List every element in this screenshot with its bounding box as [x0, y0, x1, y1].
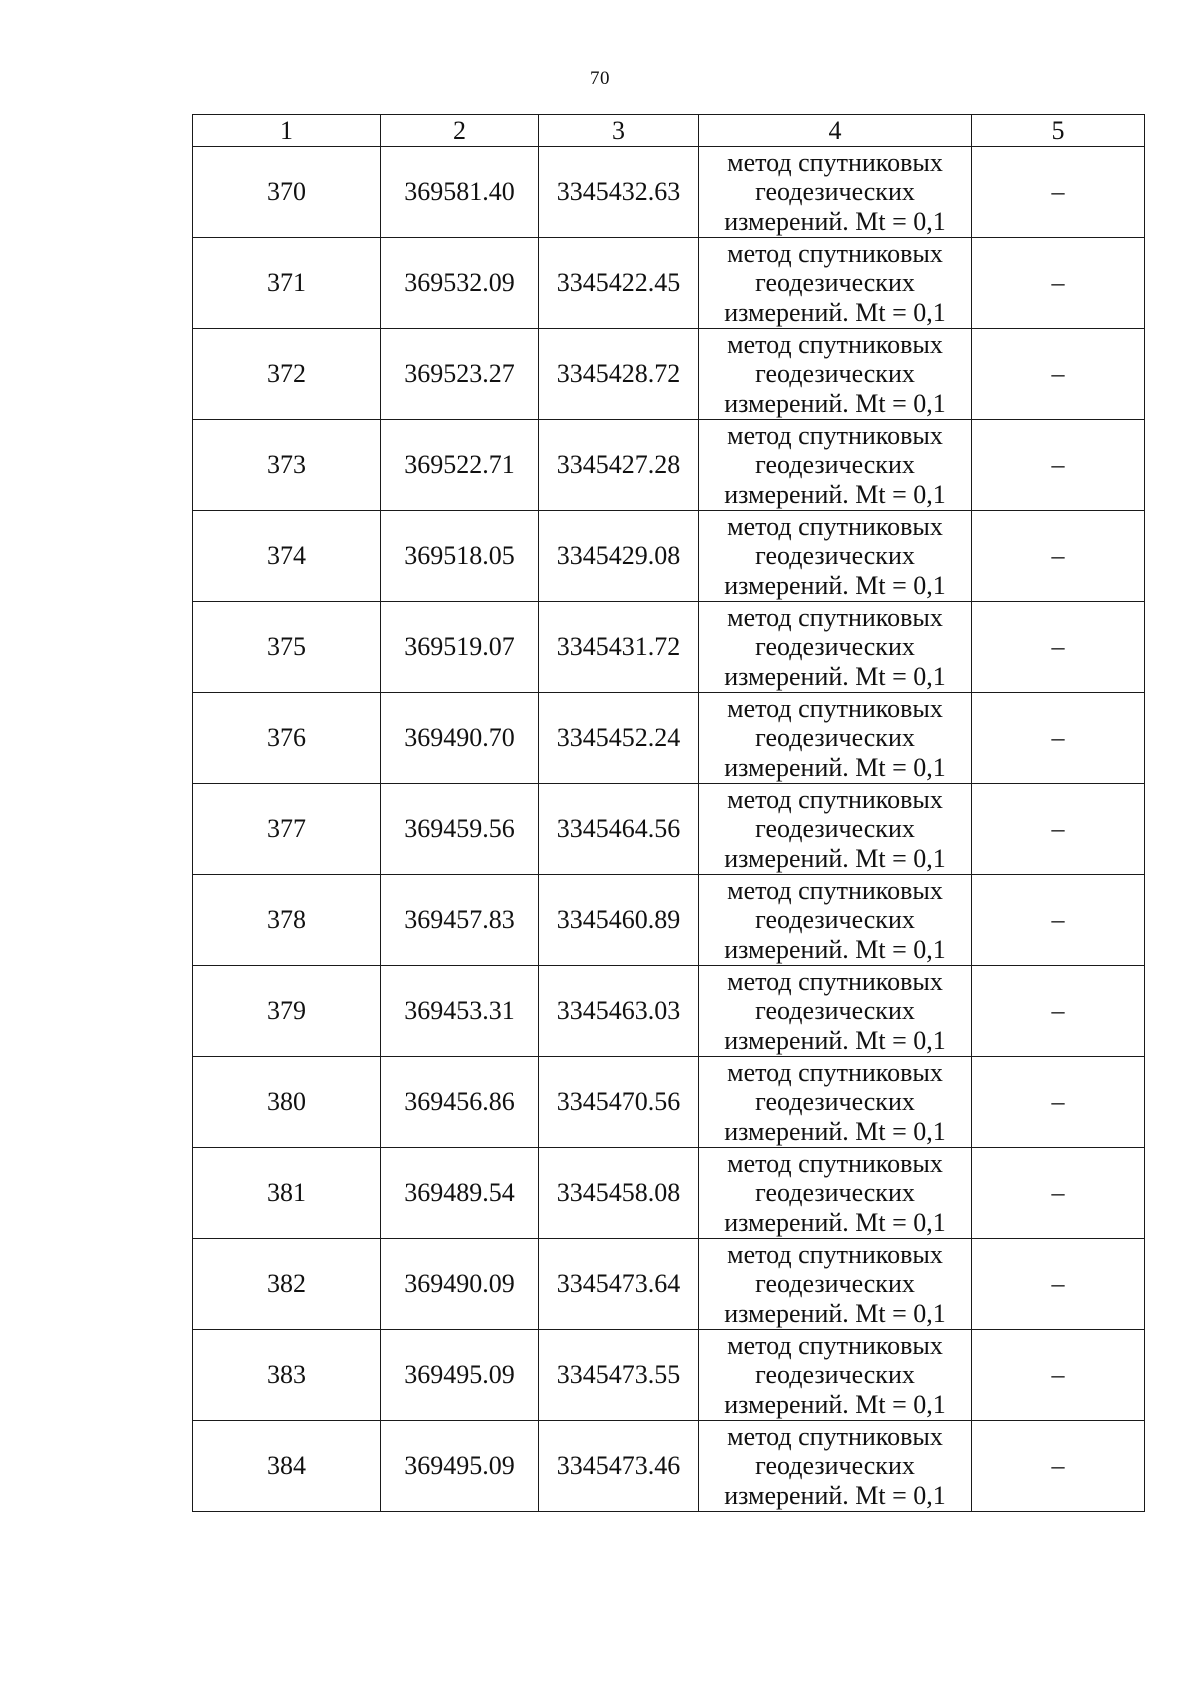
page-number: 70	[590, 68, 610, 89]
cell-y-coordinate: 3345429.08	[539, 511, 699, 602]
cell-note: –	[972, 147, 1145, 238]
cell-point-number: 375	[193, 602, 381, 693]
cell-x-coordinate: 369490.70	[381, 693, 539, 784]
table-row	[193, 511, 1145, 602]
cell-y-coordinate: 3345460.89	[539, 875, 699, 966]
cell-method	[699, 1057, 972, 1148]
method-line: метод спутниковых	[727, 602, 943, 632]
method-line: измерений. Mt = 0,1	[724, 1298, 946, 1328]
method-line: геодезических	[755, 177, 915, 207]
cell-note: –	[972, 602, 1145, 693]
method-line: измерений. Mt = 0,1	[724, 843, 946, 873]
method-line: геодезических	[755, 1451, 915, 1481]
method-line: метод спутниковых	[727, 238, 943, 268]
table-row	[193, 966, 1145, 1057]
cell-note: –	[972, 420, 1145, 511]
cell-y-coordinate: 3345458.08	[539, 1148, 699, 1239]
method-line: метод спутниковых	[727, 1330, 943, 1360]
cell-point-number: 374	[193, 511, 381, 602]
method-line: геодезических	[755, 814, 915, 844]
method-line: метод спутниковых	[727, 329, 943, 359]
cell-point-number: 371	[193, 238, 381, 329]
method-line: геодезических	[755, 1269, 915, 1299]
method-line: метод спутниковых	[727, 1057, 943, 1087]
method-line: измерений. Mt = 0,1	[724, 1025, 946, 1055]
cell-note: –	[972, 1330, 1145, 1421]
table-row	[193, 1421, 1145, 1512]
method-line: метод спутниковых	[727, 1148, 943, 1178]
cell-x-coordinate: 369532.09	[381, 238, 539, 329]
cell-method	[699, 966, 972, 1057]
cell-note: –	[972, 1057, 1145, 1148]
cell-method	[699, 511, 972, 602]
method-line: геодезических	[755, 359, 915, 389]
table-row	[193, 602, 1145, 693]
method-line: измерений. Mt = 0,1	[724, 479, 946, 509]
cell-x-coordinate: 369519.07	[381, 602, 539, 693]
header-col-2: 2	[381, 115, 539, 147]
method-line: измерений. Mt = 0,1	[724, 1480, 946, 1510]
table-row	[193, 1239, 1145, 1330]
header-row	[193, 115, 1145, 147]
table-row	[193, 329, 1145, 420]
cell-point-number: 370	[193, 147, 381, 238]
cell-point-number: 378	[193, 875, 381, 966]
cell-method	[699, 784, 972, 875]
method-line: измерений. Mt = 0,1	[724, 934, 946, 964]
method-line: измерений. Mt = 0,1	[724, 206, 946, 236]
table-row	[193, 875, 1145, 966]
table-row	[193, 1330, 1145, 1421]
method-line: измерений. Mt = 0,1	[724, 661, 946, 691]
cell-x-coordinate: 369581.40	[381, 147, 539, 238]
method-line: метод спутниковых	[727, 693, 943, 723]
cell-method	[699, 693, 972, 784]
cell-point-number: 384	[193, 1421, 381, 1512]
cell-point-number: 373	[193, 420, 381, 511]
coordinates-table	[192, 114, 1145, 1512]
cell-y-coordinate: 3345432.63	[539, 147, 699, 238]
cell-x-coordinate: 369490.09	[381, 1239, 539, 1330]
table-row	[193, 1057, 1145, 1148]
table-body	[193, 147, 1145, 1512]
method-line: метод спутниковых	[727, 511, 943, 541]
method-line: геодезических	[755, 541, 915, 571]
cell-x-coordinate: 369495.09	[381, 1421, 539, 1512]
cell-method	[699, 147, 972, 238]
method-line: измерений. Mt = 0,1	[724, 297, 946, 327]
cell-y-coordinate: 3345428.72	[539, 329, 699, 420]
cell-y-coordinate: 3345473.55	[539, 1330, 699, 1421]
cell-point-number: 383	[193, 1330, 381, 1421]
table-header	[193, 115, 1145, 147]
cell-method	[699, 329, 972, 420]
cell-method	[699, 1148, 972, 1239]
method-line: измерений. Mt = 0,1	[724, 1116, 946, 1146]
cell-x-coordinate: 369459.56	[381, 784, 539, 875]
cell-note: –	[972, 511, 1145, 602]
method-line: метод спутниковых	[727, 966, 943, 996]
method-line: геодезических	[755, 1178, 915, 1208]
header-col-1: 1	[193, 115, 381, 147]
cell-x-coordinate: 369518.05	[381, 511, 539, 602]
method-line: метод спутниковых	[727, 420, 943, 450]
method-line: метод спутниковых	[727, 784, 943, 814]
cell-x-coordinate: 369523.27	[381, 329, 539, 420]
cell-y-coordinate: 3345464.56	[539, 784, 699, 875]
method-line: метод спутниковых	[727, 1239, 943, 1269]
cell-point-number: 372	[193, 329, 381, 420]
cell-x-coordinate: 369495.09	[381, 1330, 539, 1421]
method-line: геодезических	[755, 1360, 915, 1390]
method-line: измерений. Mt = 0,1	[724, 1207, 946, 1237]
method-line: измерений. Mt = 0,1	[724, 570, 946, 600]
header-col-3: 3	[539, 115, 699, 147]
cell-y-coordinate: 3345431.72	[539, 602, 699, 693]
cell-y-coordinate: 3345470.56	[539, 1057, 699, 1148]
cell-y-coordinate: 3345422.45	[539, 238, 699, 329]
cell-note: –	[972, 693, 1145, 784]
cell-point-number: 379	[193, 966, 381, 1057]
cell-point-number: 377	[193, 784, 381, 875]
method-line: геодезических	[755, 450, 915, 480]
table-row	[193, 1148, 1145, 1239]
cell-note: –	[972, 329, 1145, 420]
method-line: геодезических	[755, 996, 915, 1026]
method-line: геодезических	[755, 723, 915, 753]
table-row	[193, 147, 1145, 238]
cell-y-coordinate: 3345427.28	[539, 420, 699, 511]
cell-x-coordinate: 369522.71	[381, 420, 539, 511]
method-line: геодезических	[755, 632, 915, 662]
cell-y-coordinate: 3345452.24	[539, 693, 699, 784]
cell-y-coordinate: 3345473.64	[539, 1239, 699, 1330]
method-line: измерений. Mt = 0,1	[724, 752, 946, 782]
cell-x-coordinate: 369457.83	[381, 875, 539, 966]
cell-x-coordinate: 369456.86	[381, 1057, 539, 1148]
cell-note: –	[972, 875, 1145, 966]
cell-method	[699, 420, 972, 511]
cell-point-number: 381	[193, 1148, 381, 1239]
table-row	[193, 693, 1145, 784]
cell-method	[699, 875, 972, 966]
cell-note: –	[972, 1421, 1145, 1512]
cell-method	[699, 1239, 972, 1330]
cell-method	[699, 1421, 972, 1512]
cell-method	[699, 602, 972, 693]
header-col-5: 5	[972, 115, 1145, 147]
method-line: измерений. Mt = 0,1	[724, 1389, 946, 1419]
cell-x-coordinate: 369489.54	[381, 1148, 539, 1239]
cell-y-coordinate: 3345463.03	[539, 966, 699, 1057]
table-row	[193, 238, 1145, 329]
header-col-4: 4	[699, 115, 972, 147]
cell-point-number: 380	[193, 1057, 381, 1148]
cell-note: –	[972, 1239, 1145, 1330]
table-row	[193, 784, 1145, 875]
cell-y-coordinate: 3345473.46	[539, 1421, 699, 1512]
method-line: геодезических	[755, 905, 915, 935]
method-line: метод спутниковых	[727, 1421, 943, 1451]
cell-point-number: 382	[193, 1239, 381, 1330]
method-line: метод спутниковых	[727, 147, 943, 177]
method-line: метод спутниковых	[727, 875, 943, 905]
cell-point-number: 376	[193, 693, 381, 784]
cell-note: –	[972, 1148, 1145, 1239]
cell-method	[699, 1330, 972, 1421]
method-line: измерений. Mt = 0,1	[724, 388, 946, 418]
table-row	[193, 420, 1145, 511]
cell-note: –	[972, 784, 1145, 875]
method-line: геодезических	[755, 1087, 915, 1117]
method-line: геодезических	[755, 268, 915, 298]
cell-note: –	[972, 966, 1145, 1057]
cell-x-coordinate: 369453.31	[381, 966, 539, 1057]
cell-note: –	[972, 238, 1145, 329]
cell-method	[699, 238, 972, 329]
